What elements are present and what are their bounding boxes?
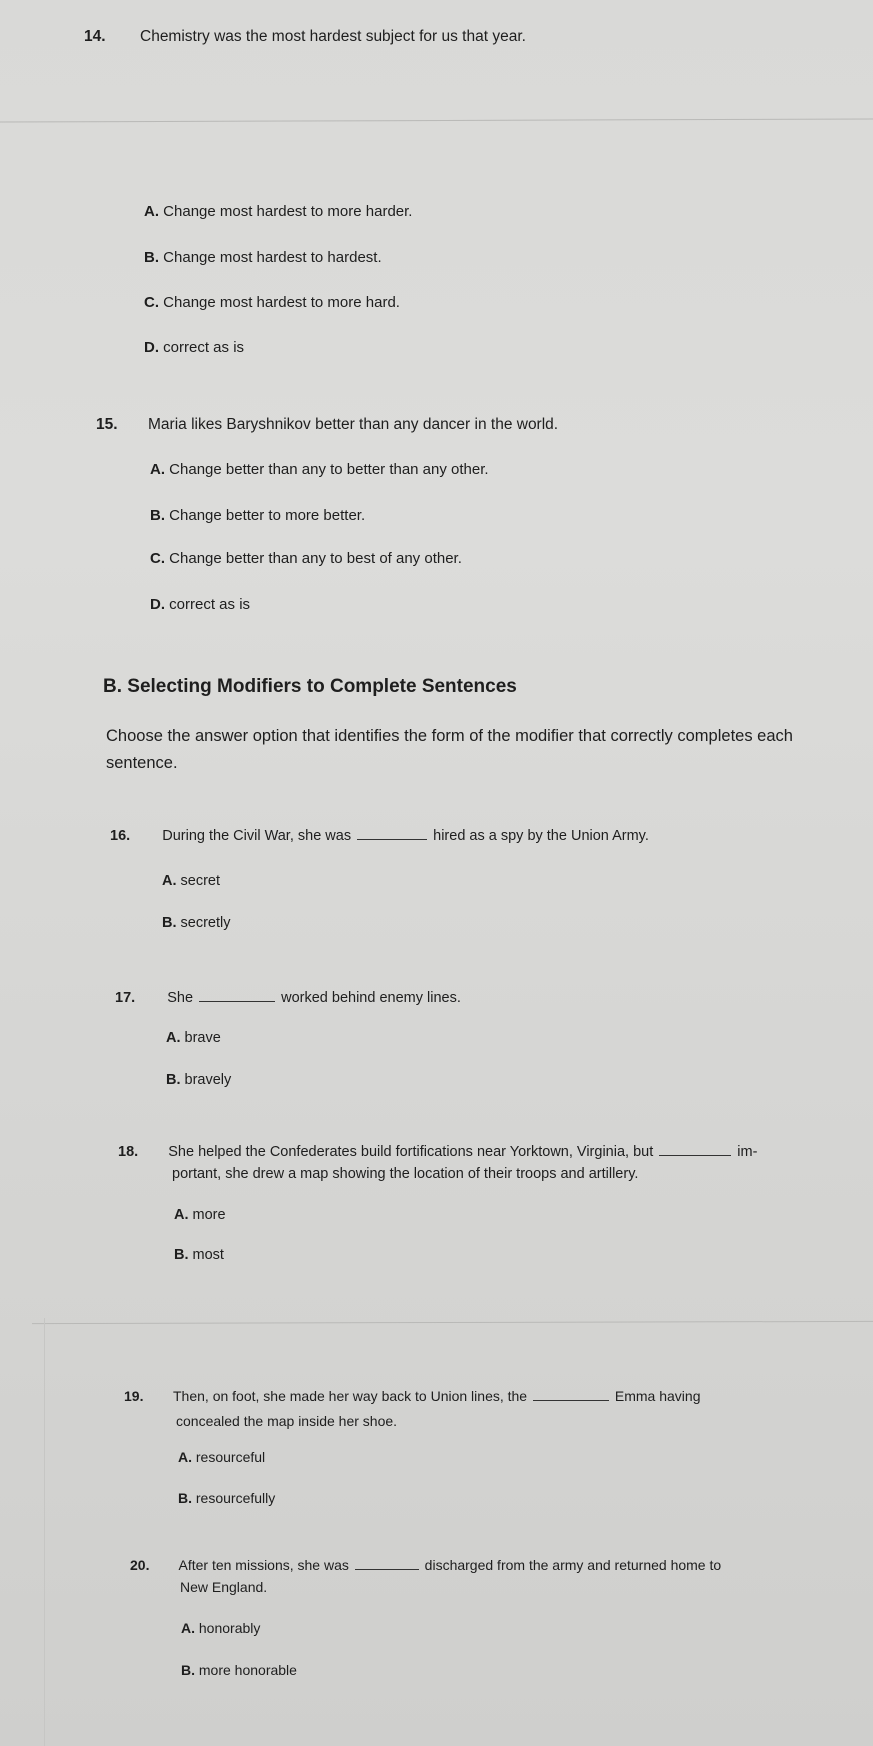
question-16-blank[interactable] xyxy=(357,838,427,840)
question-18-blank[interactable] xyxy=(659,1154,731,1156)
question-17-option-a[interactable]: A. brave xyxy=(166,1030,221,1046)
question-17: 17. She worked behind enemy lines. xyxy=(115,990,461,1006)
question-20: 20. After ten missions, she was discharged from the army and returned home to xyxy=(130,1557,722,1573)
question-15-option-b[interactable]: B. Change better to more better. xyxy=(150,507,366,524)
question-18: 18. She helped the Confederates build fortifications near Yorktown, Virginia, but im- xyxy=(118,1144,758,1160)
question-15-number: 15. xyxy=(96,416,118,433)
question-20-blank[interactable] xyxy=(355,1568,419,1570)
question-19-blank[interactable] xyxy=(533,1399,609,1401)
question-16-option-b[interactable]: B. secretly xyxy=(162,915,231,931)
question-20-option-a[interactable]: A. honorably xyxy=(181,1620,261,1636)
question-18-option-a[interactable]: A. more xyxy=(174,1207,226,1223)
question-14-option-a[interactable]: A. Change most hardest to more harder. xyxy=(144,203,413,220)
page-edge-line xyxy=(44,1318,45,1746)
question-16-option-a[interactable]: A. secret xyxy=(162,873,221,889)
top-page-divider xyxy=(0,118,873,122)
question-18-option-b[interactable]: B. most xyxy=(174,1247,224,1263)
section-b-heading: B. Selecting Modifiers to Complete Sentences xyxy=(103,676,517,697)
question-14-option-d[interactable]: D. correct as is xyxy=(144,339,245,356)
question-17-option-b[interactable]: B. bravely xyxy=(166,1072,232,1088)
question-15-option-d[interactable]: D. correct as is xyxy=(150,596,251,613)
question-15-prompt: Maria likes Baryshnikov better than any dancer in the world. xyxy=(148,416,559,433)
question-14-number: 14. xyxy=(84,28,106,45)
question-14-option-b[interactable]: B. Change most hardest to hardest. xyxy=(144,249,382,266)
question-15-option-c[interactable]: C. Change better than any to best of any other. xyxy=(150,550,462,567)
question-19-option-b[interactable]: B. resourcefully xyxy=(178,1490,276,1506)
question-15-option-a[interactable]: A. Change better than any to better than any other. xyxy=(150,461,489,478)
question-20-line2: New England. xyxy=(180,1579,268,1595)
question-19-option-a[interactable]: A. resourceful xyxy=(178,1449,266,1465)
question-16: 16. During the Civil War, she was hired as a spy by the Union Army. xyxy=(110,828,649,844)
bottom-page-divider xyxy=(32,1321,873,1324)
question-20-option-b[interactable]: B. more honorable xyxy=(181,1662,297,1678)
question-19: 19. Then, on foot, she made her way back to Union lines, the Emma having xyxy=(124,1388,701,1404)
question-17-blank[interactable] xyxy=(199,1000,275,1002)
question-14-option-c[interactable]: C. Change most hardest to more hard. xyxy=(144,294,400,311)
section-b-intro: Choose the answer option that identifies the form of the modifier that correctly completes each sentence. xyxy=(106,727,793,772)
question-18-line2: portant, she drew a map showing the location of their troops and artillery. xyxy=(172,1166,639,1182)
question-19-line2: concealed the map inside her shoe. xyxy=(176,1413,398,1429)
question-14-prompt: Chemistry was the most hardest subject for us that year. xyxy=(140,28,526,45)
